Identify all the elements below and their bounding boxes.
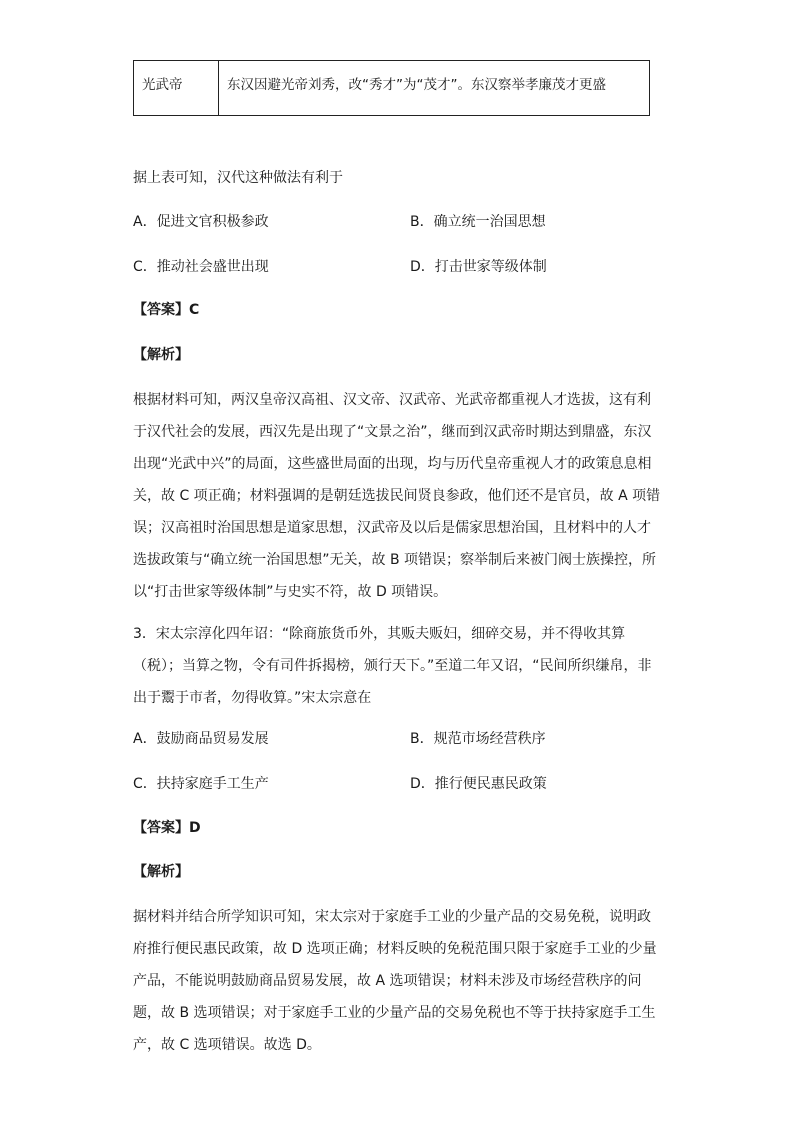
analysis-line: 关，故 C 项正确；材料强调的是朝廷选拔民间贤良参政，他们还不是官员，故 A 项错 xyxy=(133,488,661,504)
q2-option-c: C．推动社会盛世出现 xyxy=(133,259,269,275)
q3-option-d: D．推行便民惠民政策 xyxy=(410,776,547,792)
q3-option-c: C．扶持家庭手工生产 xyxy=(133,776,269,792)
analysis-line: 于汉代社会的发展，西汉先是出现了“文景之治”，继而到汉武帝时期达到鼎盛，东汉 xyxy=(133,424,652,440)
analysis-line: 误；汉高祖时治国思想是道家思想，汉武帝及以后是儒家思想治国，且材料中的人才 xyxy=(133,520,651,536)
q3-analysis-label: 【解析】 xyxy=(133,864,189,880)
analysis-line: 产品，不能说明鼓励商品贸易发展，故 A 选项错误；材料未涉及市场经营秩序的问 xyxy=(133,973,642,989)
analysis-line: 以“打击世家等级体制”与史实不符，故 D 项错误。 xyxy=(133,584,448,600)
analysis-line: 根据材料可知，两汉皇帝汉高祖、汉文帝、汉武帝、光武帝都重视人才选拔，这有利 xyxy=(133,392,651,408)
stem-line: 出于鬻于市者，勿得收算。”宋太宗意在 xyxy=(133,690,372,706)
q2-option-b: B．确立统一治国思想 xyxy=(410,214,546,230)
q2-option-d: D．打击世家等级体制 xyxy=(410,259,547,275)
analysis-line: 选拔政策与“确立统一治国思想”无关，故 B 项错误；察举制后来被门阀士族操控，所 xyxy=(133,552,657,568)
stem-line: （税）；当算之物，令有司件拆揭榜，颁行天下。”至道二年又诏，“民间所织缣帛，非 xyxy=(133,658,652,674)
table-cell-content: 东汉因避光帝刘秀，改“秀才”为“茂才”。东汉察举孝廉茂才更盛 xyxy=(219,61,650,116)
analysis-line: 产，故 C 选项错误。故选 D。 xyxy=(133,1037,321,1053)
q2-answer: 【答案】C xyxy=(133,302,200,318)
analysis-line: 出现“光武中兴”的局面，这些盛世局面的出现，均与历代皇帝重视人才的政策息息相 xyxy=(133,456,652,472)
q3-answer: 【答案】D xyxy=(133,820,201,836)
stem-line: 3．宋太宗淳化四年诏：“除商旅货币外，其贩夫贩妇，细碎交易，并不得收其算 xyxy=(133,626,626,642)
q2-stem: 据上表可知，汉代这种做法有利于 xyxy=(133,170,343,186)
q2-analysis xyxy=(133,390,663,614)
analysis-line: 府推行便民惠民政策，故 D 选项正确；材料反映的免税范围只限于家庭手工业的少量 xyxy=(133,941,657,957)
table-row xyxy=(134,61,650,116)
analysis-line: 题，故 B 选项错误；对于家庭手工业的少量产品的交易免税也不等于扶持家庭手工生 xyxy=(133,1005,656,1021)
q3-analysis xyxy=(133,907,663,1067)
q2-option-a: A．促进文官积极参政 xyxy=(133,214,269,230)
table-cell-emperor: 光武帝 xyxy=(134,61,219,116)
emperor-table xyxy=(133,60,650,116)
q3-option-b: B．规范市场经营秩序 xyxy=(410,731,546,747)
analysis-line: 据材料并结合所学知识可知，宋太宗对于家庭手工业的少量产品的交易免税，说明政 xyxy=(133,909,651,925)
q3-stem xyxy=(133,624,663,720)
q2-analysis-label: 【解析】 xyxy=(133,347,189,363)
q3-option-a: A．鼓励商品贸易发展 xyxy=(133,731,269,747)
